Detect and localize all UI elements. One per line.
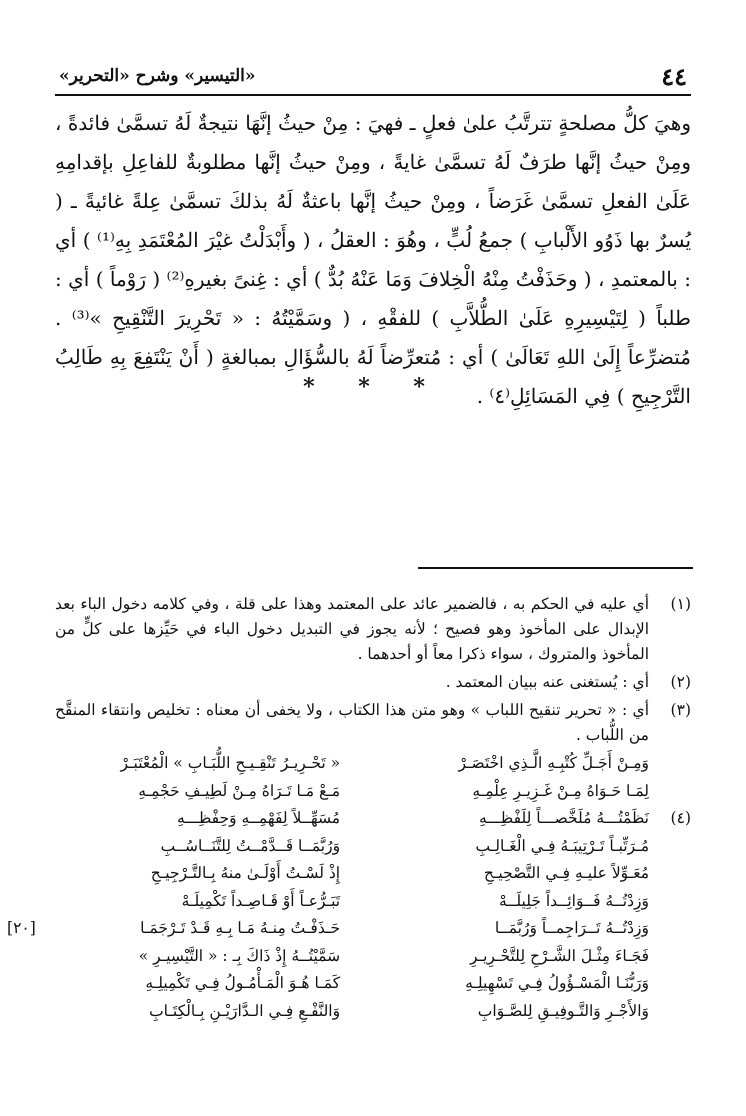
poem-verse (7, 916, 649, 944)
poem-hemistich-second: كَمَـا هُـوَ الْمَـأْمُـولُ فِـي تَكْمِيلِـهِ (145, 974, 341, 992)
footnote-3 (55, 698, 691, 748)
footnote-rule (418, 567, 693, 569)
footnote-4-poem (7, 751, 691, 1026)
main-paragraph: وهيَ كلُّ مصلحةٍ تترتَّبُ علىٰ فعلٍ ـ فهيَ : مِنْ حيثُ إنَّهَا نتيجةٌ لَهُ تسمَّىٰ فائدةً ، ومِنْ حيثُ إنَّها طرَفٌ لَهُ تسمَّىٰ غايةً ، ومِنْ حيثُ إنَّها مطلوبةٌ للفاعِلِ بإقدامِهِ عَلَىٰ الفعلِ تسمَّىٰ غَرَضاً ، ومِنْ حيثُ إنَّها باعثةٌ لَهُ بذلكَ تسمَّىٰ عِلةً غائيةً ـ ( يُسرٌ بها ذَوُو الأَلْبابِ ) جمعُ لُبٍّ ، وهُوَ : العقلُ ، ( وأَبْدَلْتُ غيْرَ المُعْتَمَدِ بِهِ⁽¹⁾ ) أي : بالمعتمدِ ، ( وحَذَفْتُ مِنْهُ الْخِلافَ وَمَا عَنْهُ بُدٌّ ) أي : غِنىً بغيرهِ⁽²⁾ ( رَوْماً ) أي : طلباً ( لِتَيْسِيرِهِ عَلَىٰ الطُّلاَّبِ ) للفقْهِ ، ( وسَمَّيْتُهُ : « تَحْرِيرَ التَّنْقِيحِ »⁽³⁾ . مُتضرِّعاً إِلَىٰ اللهِ تَعَالَىٰ ) أي : مُتعرِّضاً لَهُ بالسُّؤَالِ بمبالغةٍ ( أَنْ يَنْتَفِعَ بِهِ طَالِبُ التَّرْجِيحِ ) فِي المَسَائِلِ⁽٤⁾ . (55, 111, 692, 408)
footnote-number: (٤) (670, 809, 691, 827)
poem-hemistich-second: إِذْ لَسْـتُ أَوْلَـىٰ منهُ بِـالتَّـرْجِيـحِ (150, 864, 341, 882)
page-number: ٤٤ (661, 62, 687, 91)
poem-hemistich-first: وَزِدْتُــهُ فَــوَائِــداً جَلِيلَــهْ (499, 891, 649, 910)
footnote-text: أي عليه في الحكم به ، فالضمير عائد على المعتمد وهذا على قلة ، وفي كلامه دخول الباء بعد الإبدال على المأخوذ وهو فصيح ؛ لأنه يجوز في التبديل دخول الباء في حَيِّزها على كلٍّ من المأخوذ والمتروك ، سواء ذكرا معاً أو أحدهما . (55, 595, 649, 663)
poem-hemistich-second: مُسَهِّــلاً لِفَهْمِــهِ وَحِفْظِـــهِ (177, 809, 341, 827)
poem-verse (55, 861, 649, 889)
footnote-number: (٣) (670, 701, 691, 719)
footnote-text: أي : « تحرير تنقيح اللباب » وهو متن هذا الكتاب ، ولا يخفى أن معناه : تخليص وانتقاء المنقَّح من اللُّباب . (55, 701, 649, 744)
footnote-number: (١) (670, 595, 691, 613)
poem-hemistich-second: حَـذَفْـتُ مِنـهُ مَـا بِـهِ قَـدْ تَـرْجَمَـا (140, 919, 341, 937)
poem-hemistich-second: « تَحْـرِيـرُ تَنْقِـيـحِ اللُّبَـابِ » الْمُعْتَبَـرْ (120, 754, 341, 772)
footnote-text: أي : يُستغنى عنه ببيان المعتمد . (445, 673, 649, 691)
poem-verse (55, 889, 649, 917)
running-header (55, 58, 691, 96)
poem-hemistich-first: لِمَـا حَـوَاهُ مِـنْ غَـزِيـرِ عِلْمِـهِ (472, 781, 649, 800)
poem-verse (55, 806, 691, 834)
main-text-block (55, 104, 691, 416)
poem-verse (55, 834, 649, 862)
poem-hemistich-second: وَالنَّفْـعِ فِـي الـدَّارَيْـنِ بِـالْكِتَـابِ (149, 1001, 341, 1020)
poem-verse (55, 971, 649, 999)
section-separator: * * * (303, 374, 443, 400)
poem-verse (55, 751, 649, 779)
poem-verse (55, 944, 649, 972)
poem-hemistich-second: مَـعْ مَـا تَـرَاهُ مِـنْ لَطِيـفِ حَجْمِـهِ (138, 781, 341, 800)
poem-hemistich-first: وَالأَجْـرِ وَالتَّـوفِيـقِ لِلصَّـوَابِ (477, 1001, 649, 1020)
poem-hemistich-first: مُـرَتِّبـاً تَـرْتِيبَـهُ فِـي الْغَـالِـبِ (475, 836, 649, 855)
poem-hemistich-first: مُعَـوِّلاً عليـهِ فِـي التَّصْحِيـحِ (483, 864, 649, 882)
poem-hemistich-first: فَجَـاءَ مِثْـلَ الشَّـرْحِ لِلتَّحْـرِيـرِ (470, 946, 649, 965)
footnote-1 (55, 592, 691, 667)
poem-verse (55, 999, 649, 1027)
poem-hemistich-first: وَزِدْتُــهُ تَــرَاجِمــاً وَرُبَّمَــا (494, 919, 649, 937)
poem-verse (55, 779, 649, 807)
footnotes (7, 592, 691, 1026)
poem-hemistich-second: وَرُبَّمَــا قَــدَّمْــتُ لِلتَّنَــاسُــبِ (160, 836, 341, 855)
poem-hemistich-first: نَظَمْتُـــهُ مُلَخَّصـــاً لِلَفْظِـــهِ (478, 809, 649, 827)
poem-hemistich-first: وَرَبُّنَـا الْمَسْـؤُولُ فِـي تَسْهِيلِـهِ (465, 974, 649, 992)
page-marker: [٢٠] (7, 919, 36, 937)
poem-hemistich-second: تَبَـرُّعـاً أَوْ قَـاصِـداً تَكْمِيلَـهْ (181, 891, 341, 910)
footnote-number: (٢) (670, 673, 691, 691)
running-title: «التيسير» وشرح «التحرير» (59, 66, 256, 86)
footnote-2 (55, 670, 691, 695)
poem-hemistich-first: وَمِـنْ أَجَـلِّ كُتْبِـهِ الَّـذِي اخْتَصَـرْ (458, 754, 649, 772)
poem-hemistich-second: سَمَّيْتُــهُ إِذْ ذَاكَ بِـ : « التَّيْسِيـرِ » (138, 946, 341, 965)
